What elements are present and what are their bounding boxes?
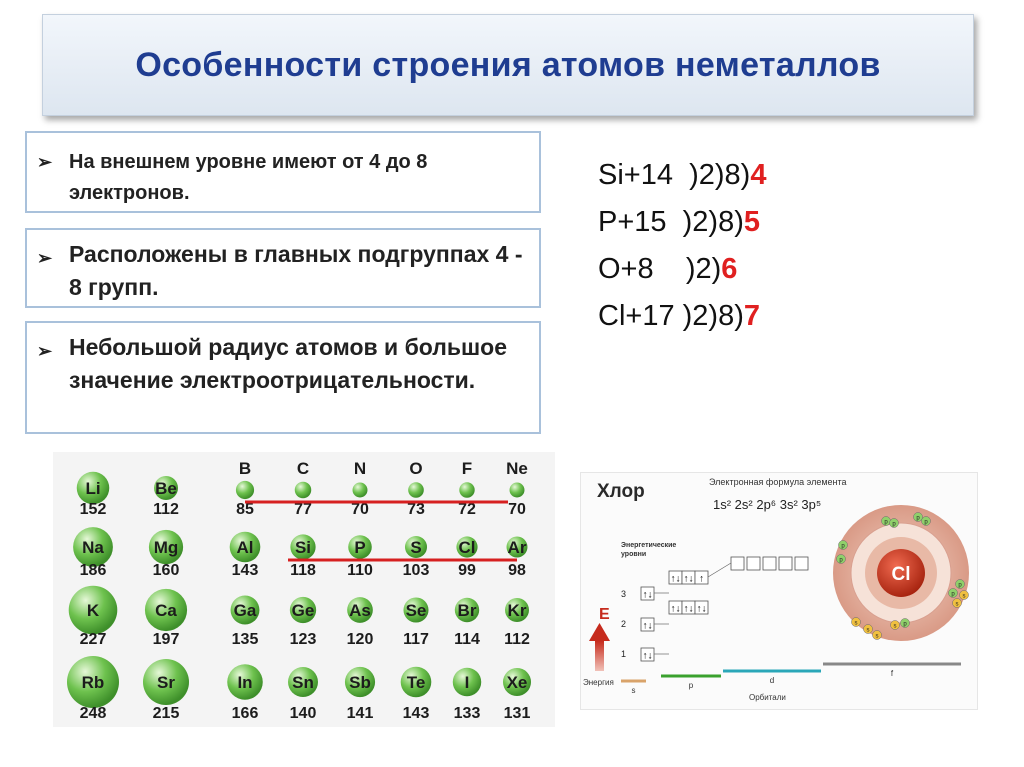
electron <box>864 625 873 634</box>
element-name: Хлор <box>597 481 645 502</box>
atom-sphere <box>459 482 474 497</box>
element-f <box>458 459 476 518</box>
levels-label-2: уровни <box>621 551 647 558</box>
element-as <box>347 597 374 648</box>
atomic-radius-value: 118 <box>290 562 316 579</box>
electron-spin: ↑↓ <box>642 620 653 632</box>
energy-arrow-head <box>589 623 610 641</box>
energy-arrow-shaft <box>595 641 604 671</box>
electron-type: p <box>903 621 907 628</box>
atomic-radius-value: 70 <box>351 501 369 518</box>
element-symbol: Si <box>294 538 312 557</box>
element-symbol: Sn <box>292 673 314 692</box>
atomic-radius-value: 112 <box>153 501 179 518</box>
element-te <box>401 667 432 722</box>
connector-line <box>708 563 731 577</box>
electron <box>852 618 861 627</box>
electron <box>960 591 969 600</box>
element-symbol: Sb <box>349 673 371 692</box>
electron-type: s <box>893 623 897 630</box>
element-symbol: P <box>354 538 366 557</box>
atomic-radius-value: 227 <box>79 631 107 648</box>
electron <box>882 517 891 526</box>
electron-type: p <box>892 521 896 528</box>
element-symbol: S <box>410 538 422 557</box>
atomic-radius-value: 248 <box>79 705 107 722</box>
orbital-3d <box>795 557 808 570</box>
element-na <box>73 527 113 579</box>
element-ca <box>145 589 187 648</box>
electron <box>956 580 965 589</box>
electron <box>914 513 923 522</box>
electron-formula: 1s² 2s² 2p⁶ 3s² 3p⁵ <box>713 497 822 512</box>
atomic-radius-value: 72 <box>458 501 476 518</box>
element-symbol: I <box>464 673 470 692</box>
bullet-text: На внешнем уровне имеют от 4 до 8 электронов. <box>69 151 428 204</box>
element-ge <box>290 597 317 648</box>
element-o <box>407 459 425 518</box>
atomic-radius-value: 70 <box>508 501 526 518</box>
levels-label: Энергетические <box>621 542 677 549</box>
electron <box>949 589 958 598</box>
element-symbol: Te <box>406 673 426 692</box>
element-symbol: Sr <box>157 673 175 692</box>
config-line-p <box>598 199 766 246</box>
atomic-radius-value: 110 <box>347 562 373 579</box>
electron <box>953 599 962 608</box>
electron-spin: ↑↓ <box>670 573 681 585</box>
electron <box>922 517 931 526</box>
bullet-text: Небольшой радиус атомов и большое значение электроотрицательности. <box>69 334 508 393</box>
atomic-radius-value: 120 <box>346 631 374 648</box>
element-symbol: Cl <box>458 538 476 557</box>
element-symbol: Br <box>457 601 477 620</box>
electron-type: s <box>955 601 959 608</box>
sublevel-label: d <box>769 676 775 685</box>
config-valence: 7 <box>743 300 761 332</box>
element-symbol: K <box>86 601 100 620</box>
electron-type: p <box>951 591 955 598</box>
element-k <box>69 586 118 648</box>
orbital-diagram <box>589 505 969 695</box>
atomic-radius-value: 103 <box>402 562 430 579</box>
atomic-radius-value: 166 <box>231 705 259 722</box>
atom-sphere <box>510 483 525 498</box>
atom-sphere <box>236 481 254 499</box>
atom-sphere <box>353 483 368 498</box>
orbitals-label: Орбитали <box>749 693 786 702</box>
electron-configurations <box>598 152 766 340</box>
element-ar <box>507 537 528 579</box>
element-symbol: Al <box>236 538 254 557</box>
element-symbol: In <box>237 673 253 692</box>
title-banner <box>42 14 974 116</box>
atom-sphere <box>408 482 424 498</box>
electron-spin: ↑↓ <box>642 650 653 662</box>
element-symbol: As <box>349 601 371 620</box>
orbital-3d <box>763 557 776 570</box>
config-line-si <box>598 152 766 199</box>
config-head: Cl+17 )2)8) <box>598 300 744 332</box>
atom-sphere <box>295 482 311 498</box>
sublevel-label: s <box>631 686 636 695</box>
electron-spin: ↑ <box>699 573 704 585</box>
bullet-text: Расположены в главных подгруппах 4 - 8 групп. <box>69 241 523 300</box>
element-symbol: Na <box>82 538 104 557</box>
atomic-radius-value: 77 <box>294 501 312 518</box>
bullet-box-outer-level <box>25 131 541 213</box>
electron <box>891 621 900 630</box>
atomic-radius-value: 135 <box>231 631 259 648</box>
electron <box>839 541 848 550</box>
element-symbol: B <box>238 459 252 478</box>
element-in <box>227 664 263 722</box>
element-symbol: Ar <box>507 538 527 557</box>
atomic-radius-value: 186 <box>79 562 107 579</box>
element-symbol: Ca <box>155 601 177 620</box>
element-symbol: Be <box>155 479 177 498</box>
element-symbol: N <box>353 459 367 478</box>
electron-spin: ↑↓ <box>696 603 707 615</box>
element-symbol: Mg <box>153 538 179 557</box>
element-symbol: Ge <box>291 601 315 620</box>
element-c <box>294 459 312 518</box>
element-al <box>230 532 261 579</box>
electron-spin: ↑↓ <box>642 589 653 601</box>
atomic-radius-value: 133 <box>453 705 481 722</box>
element-kr <box>504 598 530 648</box>
atomic-radius-value: 98 <box>508 562 526 579</box>
electron-type: p <box>884 519 888 526</box>
electron-spin: ↑↓ <box>670 603 681 615</box>
sublevel-label: p <box>688 681 694 690</box>
element-b <box>236 459 254 518</box>
level-number: 3 <box>621 589 627 599</box>
nucleus-symbol: Cl <box>891 564 911 585</box>
chlorine-diagram <box>581 473 977 709</box>
element-s <box>403 536 430 579</box>
element-symbol: Xe <box>506 673 528 692</box>
config-valence: 5 <box>743 206 761 238</box>
bullet-box-subgroups <box>25 228 541 308</box>
element-ne <box>506 459 528 518</box>
bullet-box-radius <box>25 321 541 434</box>
atomic-radius-value: 117 <box>403 631 429 648</box>
atomic-radius-value: 131 <box>503 705 531 722</box>
atomic-radius-value: 141 <box>346 705 374 722</box>
electron-type: s <box>866 627 870 634</box>
atomic-radius-value: 215 <box>152 705 180 722</box>
electron-type: p <box>924 519 928 526</box>
element-symbol: Rb <box>81 673 105 692</box>
electron-spin: ↑↓ <box>683 573 694 585</box>
atomic-radii-figure <box>53 452 555 727</box>
config-valence: 6 <box>721 253 738 285</box>
arrow-bullet-icon: ➢ <box>37 152 53 172</box>
electron <box>890 519 899 528</box>
element-mg <box>149 530 183 579</box>
electron-type: s <box>854 620 858 627</box>
element-ga <box>231 596 260 648</box>
sublevel-label: f <box>890 669 894 678</box>
element-symbol: Se <box>405 601 427 620</box>
element-i <box>453 668 481 722</box>
element-rb <box>67 656 119 722</box>
atomic-radius-value: 140 <box>289 705 317 722</box>
atomic-radius-value: 152 <box>79 501 107 518</box>
config-valence: 4 <box>750 159 767 191</box>
orbital-3d <box>747 557 760 570</box>
atomic-radius-value: 197 <box>152 631 180 648</box>
electron-type: p <box>841 543 845 550</box>
chlorine-figure <box>580 472 978 710</box>
config-line-cl <box>598 293 766 340</box>
atomic-radius-value: 123 <box>289 631 317 648</box>
electron <box>837 555 846 564</box>
atomic-radius-value: 143 <box>231 562 259 579</box>
arrow-bullet-icon: ➢ <box>37 341 53 361</box>
config-head: P+15 )2)8) <box>598 206 744 238</box>
element-symbol: Ne <box>506 459 528 478</box>
level-number: 1 <box>621 649 627 659</box>
element-sr <box>143 659 189 722</box>
atomic-radius-value: 114 <box>454 631 480 648</box>
element-p <box>347 535 373 579</box>
element-be <box>153 476 179 518</box>
element-n <box>351 459 369 518</box>
formula-label: Электронная формула элемента <box>709 477 847 487</box>
electron <box>901 619 910 628</box>
config-head: O+8 )2) <box>598 253 722 285</box>
atomic-radius-value: 99 <box>458 562 476 579</box>
element-sn <box>288 667 318 722</box>
electron-spin: ↑↓ <box>683 603 694 615</box>
config-head: Si+14 )2)8) <box>598 159 751 191</box>
electron-type: p <box>958 582 962 589</box>
energy-axis-label: E <box>599 606 610 623</box>
energy-label: Энергия <box>583 678 614 687</box>
atomic-radius-value: 160 <box>152 562 180 579</box>
element-cl <box>456 536 477 579</box>
element-si <box>290 534 316 579</box>
orbital-3d <box>731 557 744 570</box>
atomic-radius-value: 112 <box>504 631 530 648</box>
element-symbol: F <box>461 459 473 478</box>
atomic-radii-table <box>53 452 555 727</box>
element-symbol: C <box>296 459 310 478</box>
element-sb <box>345 667 375 722</box>
orbital-3d <box>779 557 792 570</box>
electron-type: s <box>962 593 966 600</box>
electron-type: p <box>839 557 843 564</box>
element-symbol: O <box>409 459 423 478</box>
element-se <box>403 597 429 648</box>
element-li <box>77 472 110 518</box>
element-xe <box>503 668 531 722</box>
arrow-bullet-icon: ➢ <box>37 248 53 268</box>
electron-type: p <box>916 515 920 522</box>
atomic-radius-value: 73 <box>407 501 425 518</box>
electron <box>873 631 882 640</box>
element-symbol: Li <box>85 479 101 498</box>
atomic-radius-value: 85 <box>236 501 254 518</box>
level-number: 2 <box>621 619 627 629</box>
atomic-radius-value: 143 <box>402 705 430 722</box>
config-line-o <box>598 246 766 293</box>
electron-type: s <box>875 633 879 640</box>
element-symbol: Ga <box>233 601 257 620</box>
element-br <box>454 598 480 648</box>
element-symbol: Kr <box>507 601 527 620</box>
page-title: Особенности строения атомов неметаллов <box>135 45 881 84</box>
